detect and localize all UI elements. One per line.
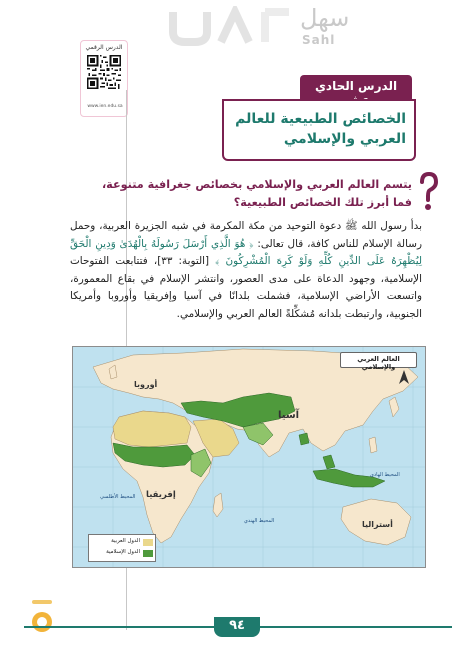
legend-label-islamic: الدول الإسلامية <box>106 549 140 555</box>
legend-item-islamic <box>93 549 153 558</box>
map-label-africa: إفريقيا <box>146 490 176 500</box>
body-part-1: بدأ رسول الله ﷺ دعوة التوحيد من مكة المكرمة في شبه الجزيرة العربية، وحمل رسالة الإسلام للناس كافة، قال تعالى: <box>70 220 422 250</box>
map-legend <box>88 534 156 562</box>
map-title-box <box>340 352 417 371</box>
map-label-europe: أوروبا <box>134 380 158 389</box>
map-label-asia: آسيا <box>278 410 300 421</box>
lesson-body-paragraph <box>70 218 422 323</box>
watermark-brand-ar: سهل <box>300 4 350 32</box>
lesson-title-line-1: الخصائص الطبيعية للعالم <box>235 111 406 127</box>
watermark-brand-en: Sahl <box>302 33 336 47</box>
lesson-number-label: الدرس الحادي <box>314 79 398 93</box>
question-mark-icon <box>418 172 440 214</box>
legend-item-arab <box>93 538 153 547</box>
lesson-question: يتسم العالم العربي والإسلامي بخصائص جغرافية متنوعة، فما أبرز تلك الخصائص الطبيعية؟ <box>101 178 412 209</box>
map-label-atlantic-ocean: المحيط الأطلسي <box>100 494 136 500</box>
digital-lesson-url[interactable]: www.ien.edu.sa <box>87 104 123 109</box>
digital-lesson-label: الدرس الرقمي <box>85 44 123 51</box>
quran-verse: ﴿ هُوَ الَّذِي أَرْسَلَ رَسُولَهُ بِالْهُدَىٰ وَدِينِ الْحَقِّ لِيُظْهِرَهُ عَلَى الدِّينِ كُلِّهِ وَلَوْ كَرِهَ الْمُشْرِكُونَ ﴾ <box>70 237 423 267</box>
page-number-tab <box>214 617 260 637</box>
body-part-2: فتتابعت الفتوحات الإسلامية، وجهود الدعاة على مدى العصور، وانتشر الإسلام في بقاع المعمورة، واتسعت الأراضي الإسلامية، فشملت بلدانًا في آسيا وإفريقيا وأوروبا وأمريكا الجنوبية، وارتبطت بلدانه مُشكِّلةً العالم العربي والإسلامي. <box>70 255 422 320</box>
legend-label-arab: الدول العربية <box>111 538 140 544</box>
lesson-title-line-2: العربي والإسلامي <box>283 131 406 147</box>
lesson-title <box>228 109 406 149</box>
lesson-number-tab <box>300 75 412 99</box>
sahl-watermark-logo <box>165 6 295 46</box>
page-number: ٩٤ <box>229 618 245 633</box>
lesson-title-box <box>222 99 416 161</box>
qr-code-icon[interactable] <box>87 55 121 89</box>
map-label-indian-ocean: المحيط الهندي <box>244 518 275 524</box>
north-arrow-icon <box>398 370 410 386</box>
legend-swatch-arab <box>143 539 153 546</box>
map-label-pacific-ocean: المحيط الهادي <box>370 472 400 478</box>
map-label-australia: أستراليا <box>362 520 393 529</box>
verse-citation: [التوبة: ٣٣]، <box>147 255 216 267</box>
decorative-corner-icon <box>28 596 56 636</box>
legend-swatch-islamic <box>143 550 153 557</box>
map-title: العالم العربي والإسلامي <box>357 355 400 371</box>
